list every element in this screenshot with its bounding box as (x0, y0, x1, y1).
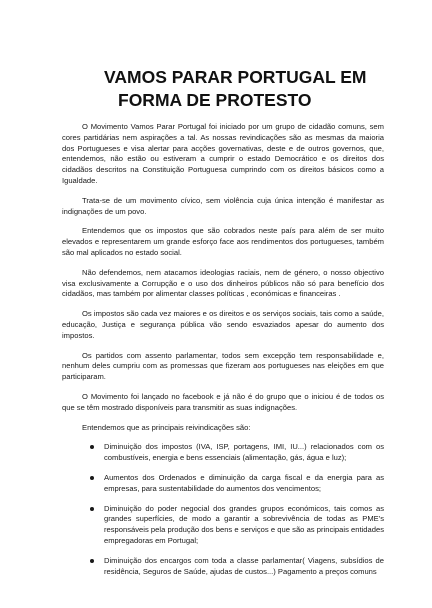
paragraph-social-services: Os impostos são cada vez maiores e os direitos e os serviços sociais, tais como a saúde, educação, Justiça e segurança pública vão sendo esvaziados apesar do aumento dos impostos. (62, 309, 384, 340)
title-line-1: VAMOS PARAR PORTUGAL EM (104, 67, 367, 87)
bullet-icon (90, 559, 94, 563)
list-item (90, 442, 384, 464)
bullet-icon (90, 445, 94, 449)
paragraph-parties: Os partidos com assento parlamentar, todos sem excepção tem responsabilidade e, nenhum deles cumpriu com as promessas que fizeram aos portugueses nas eleições em que participaram. (62, 350, 384, 382)
list-item-text: Diminuição do poder negocial dos grandes grupos económicos, tais comos as grandes superfícies, de modo a garantir a sobrevivência de todas as PME's responsáveis pela produção dos bens e serviços e que são as principais entidades empregadoras em Portugal; (104, 503, 384, 545)
list-item-text: Aumentos dos Ordenados e diminuição da carga fiscal e da energia para as empresas, para sustentabilidade do aumentos dos vencimentos; (104, 472, 384, 493)
bullet-icon (90, 476, 94, 480)
list-item (90, 556, 384, 578)
paragraph-corruption: Não defendemos, nem atacamos ideologias raciais, nem de género, o nosso objectivo visa exclusivamente a Corrupção e o uso dos dinheiros públicos não só para benefício dos cidadãos, mas também por alimentar classes políticas , económicas e financeiras . (62, 267, 384, 299)
list-item (90, 504, 384, 547)
paragraph-civic-movement: Trata-se de um movimento cívico, sem violência cuja única intenção é manifestar as indignações de um povo. (62, 195, 384, 216)
list-item-text: Diminuição dos impostos (IVA, ISP, portagens, IMI, IU...) relacionados com os combustíveis, energia e bens essenciais (alimentação, gás, água e luz); (104, 442, 384, 463)
demands-list (62, 442, 384, 577)
title-line-2: FORMA DE PROTESTO (118, 90, 312, 110)
paragraph-taxes: Entendemos que os impostos que são cobrados neste país para além de ser muito elevados e representarem um grande esforço face aos rendimentos dos portugueses, também são mal aplicados no estado social. (62, 226, 384, 257)
list-item-text: Diminuição dos encargos com toda a classe parlamentar( Viagens, subsídios de residência, Seguros de Saúde, ajudas de custos...) Pagamento a preços comuns (104, 555, 384, 576)
paragraph-demands-intro: Entendemos que as principais reivindicações são: (82, 422, 251, 432)
paragraph-facebook: O Movimento foi lançado no facebook e já não é do grupo que o iniciou é de todos os que se têm mostrado disponíveis para transmitir as suas indignações. (62, 391, 384, 412)
list-item (90, 473, 384, 495)
document-title (62, 66, 384, 112)
paragraph-intro: O Movimento Vamos Parar Portugal foi iniciado por um grupo de cidadão comuns, sem cores partidárias nem aspirações a tal. As nossas revindicações são as mesmas da maioria dos Portugueses e visa alertar para acções governativas, deste e de outros governos, que, entendemos, não estão ou estiveram a cumprir o estado Democrático e os direitos dos cidadãos descritos na Constituição Portuguesa cumprindo com os direitos básicos como a Igualdade. (62, 122, 384, 185)
bullet-icon (90, 507, 94, 511)
